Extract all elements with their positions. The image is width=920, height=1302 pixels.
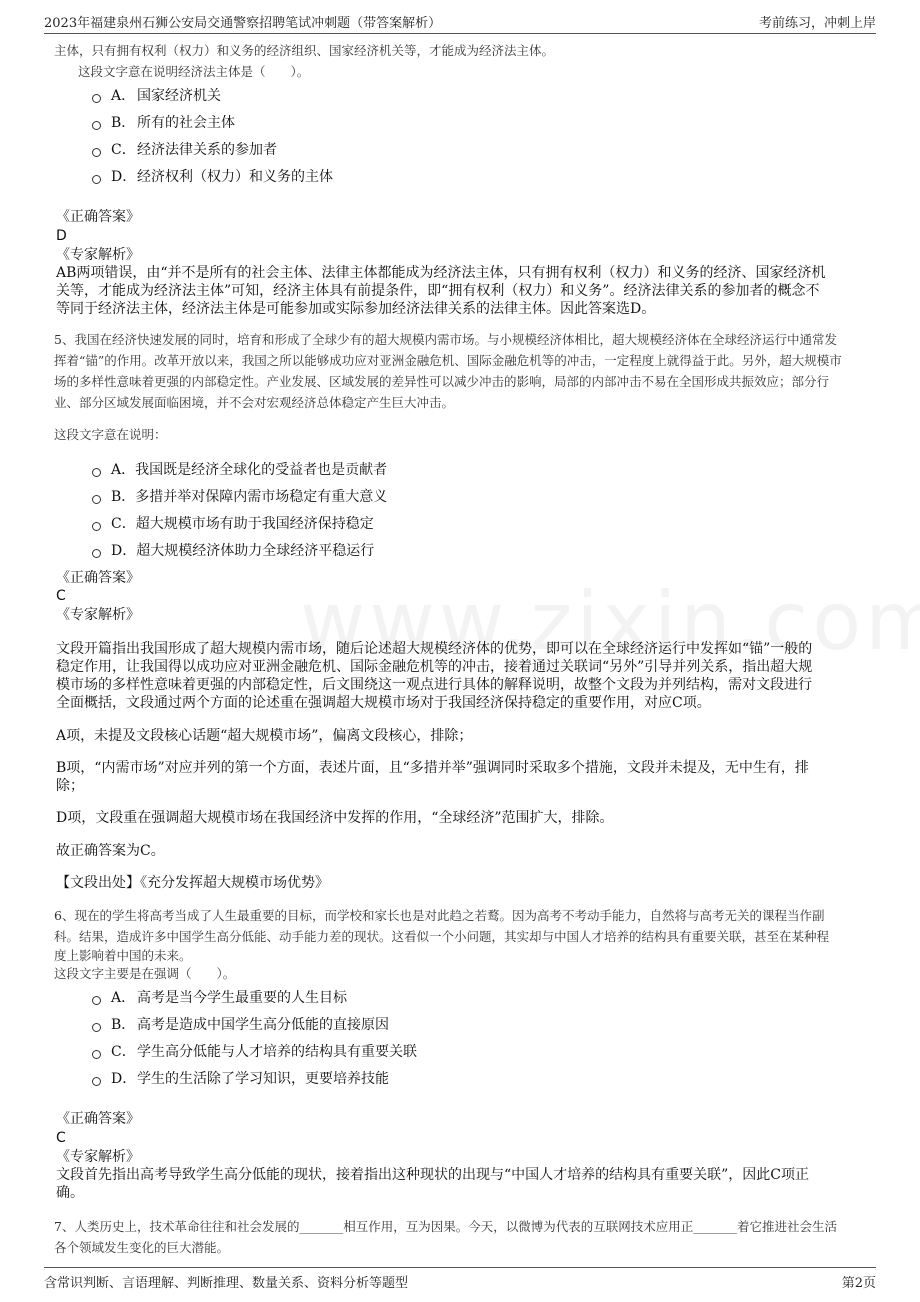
q5-option-b[interactable]: B． 多措并举对保障内需市场稳定有重大意义 [92,486,387,506]
q4-analysis-label: 《专家解析》 [56,247,140,263]
q5-passage-line: 挥着“锚”的作用。改革开放以来，我国之所以能够成功应对亚洲金融危机、国际金融危机等的冲击，一定程度上就得益于此。另外，超大规模市 [54,353,842,368]
q4-analysis-line: 关等，才能成为经济法主体”可知，经济主体具有前提条件，即“拥有权利（权力）和义务”。经济法律关系的参加者的概念不 [56,283,820,299]
page-footer-note: 含常识判断、言语理解、判断推理、数量关系、资料分析等题型 [44,1276,409,1291]
page-header-slogan: 考前练习，冲刺上岸 [758,16,876,31]
q6-passage-line: 科。结果，造成许多中国学生高分低能、动手能力差的现状。这看似一个小问题，其实却与中国人才培养的结构具有重要关联，甚至在某种程 [54,929,830,944]
q5-option-c[interactable]: C． 超大规模市场有助于我国经济保持稳定 [92,513,374,533]
radio-icon[interactable] [92,549,101,558]
footer-divider [44,1267,876,1268]
q5-answer-label: 《正确答案》 [56,570,140,586]
q5-analysis-label: 《专家解析》 [56,607,140,623]
radio-icon[interactable] [92,148,101,157]
q6-passage-line: 6、现在的学生将高考当成了人生最重要的目标，而学校和家长也是对此趋之若鹜。因为高考不考动手能力，自然将与高考无关的课程当作副 [54,908,825,923]
q4-option-b[interactable]: B． 所有的社会主体 [92,112,235,132]
q5-analysis-option-d: D项，文段重在强调超大规模市场在我国经济中发挥的作用，“全球经济”范围扩大，排除。 [56,810,614,826]
q4-option-c[interactable]: C． 经济法律关系的参加者 [92,139,277,159]
radio-icon[interactable] [92,1077,101,1086]
q6-analysis-line: 确。 [56,1185,84,1201]
q4-answer: D [56,228,67,244]
q5-analysis-option-b: 除； [56,778,84,794]
radio-icon[interactable] [92,94,101,103]
radio-icon[interactable] [92,1050,101,1059]
q6-analysis-line: 文段首先指出高考导致学生高分低能的现状，接着指出这种现状的出现与“中国人才培养的结构具有重要关联”，因此C项正 [56,1167,810,1183]
q5-analysis-line: 全面概括，文段通过两个方面的论述重在强调超大规模市场对于我国经济保持稳定的重要作用，对应C项。 [56,695,711,711]
q5-option-d[interactable]: D． 超大规模经济体助力全球经济平稳运行 [92,540,374,560]
radio-icon[interactable] [92,522,101,531]
q6-option-d[interactable]: D． 学生的生活除了学习知识，更要培养技能 [92,1068,389,1088]
page-number: 第2页 [841,1276,876,1291]
q5-analysis-line: 稳定作用，让我国得以成功应对亚洲金融危机、国际金融危机等的冲击，接着通过关联词“另外”引导并列关系，指出超大规 [56,659,813,675]
q5-passage-line: 场的多样性意味着更强的内部稳定性。产业发展、区域发展的差异性可以减少冲击的影响，局部的内部冲击不易在全国形成共振效应；部分行 [54,374,830,389]
q6-answer: C [56,1130,66,1146]
q7-passage-line: 各个领域发生变化的巨大潜能。 [54,1240,230,1255]
q4-option-a[interactable]: A． 国家经济机关 [92,85,221,105]
q6-analysis-label: 《专家解析》 [56,1149,140,1165]
radio-icon[interactable] [92,1023,101,1032]
q4-analysis-line: AB两项错误，由“并不是所有的社会主体、法律主体都能成为经济法主体，只有拥有权利（权力）和义务的经济、国家经济机 [56,265,826,281]
q5-passage-line: 业、部分区域发展面临困境，并不会对宏观经济总体稳定产生巨大冲击。 [54,395,455,410]
q5-option-a[interactable]: A． 我国既是经济全球化的受益者也是贡献者 [92,459,387,479]
q4-passage-continuation: 主体，只有拥有权利（权力）和义务的经济组织、国家经济机关等，才能成为经济法主体。 [54,43,555,58]
q5-analysis-option-a: A项，未提及文段核心话题“超大规模市场”，偏离文段核心，排除； [56,728,473,744]
q4-stem: 这段文字意在说明经济法主体是（ ）。 [78,64,310,79]
q6-passage-line: 度上影响着中国的未来。 [54,948,192,963]
radio-icon[interactable] [92,121,101,130]
q5-source: 【文段出处】《充分发挥超大规模市场优势》 [56,875,329,891]
q5-conclusion: 故正确答案为C。 [56,843,165,859]
q7-passage-line: 7、人类历史上，技术革命往往和社会发展的_______相互作用，互为因果。今天，以微博为代表的互联网技术应用正_______着它推进社会生活 [54,1219,837,1234]
q5-answer: C [56,588,66,604]
q6-option-b[interactable]: B． 高考是造成中国学生高分低能的直接原因 [92,1014,389,1034]
radio-icon[interactable] [92,996,101,1005]
q5-stem: 这段文字意在说明： [54,427,167,442]
q6-stem: 这段文字主要是在强调（ ）。 [54,966,236,981]
q4-option-d[interactable]: D． 经济权利（权力）和义务的主体 [92,166,333,186]
q5-analysis-option-b: B项，“内需市场”对应并列的第一个方面，表述片面，且“多措并举”强调同时采取多个措施，文段并未提及，无中生有，排 [56,760,809,776]
radio-icon[interactable] [92,495,101,504]
q6-option-a[interactable]: A． 高考是当今学生最重要的人生目标 [92,987,347,1007]
page-header-title: 2023年福建泉州石狮公安局交通警察招聘笔试冲刺题（带答案解析） [44,16,442,31]
q4-analysis-line: 等同于经济法主体，经济法主体是可能参加或实际参加经济法律关系的法律主体。因此答案选D。 [56,301,656,317]
q5-analysis-line: 文段开篇指出我国形成了超大规模内需市场，随后论述超大规模经济体的优势，即可以在全球经济运行中发挥如“锚”一般的 [56,641,813,657]
header-divider [44,33,876,34]
q6-option-c[interactable]: C． 学生高分低能与人才培养的结构具有重要关联 [92,1041,417,1061]
q5-analysis-line: 模市场的多样性意味着更强的内部稳定性，后文围绕这一观点进行具体的解释说明，故整个文段为并列结构，需对文段进行 [56,677,812,693]
q5-passage-line: 5、我国在经济快速发展的同时，培育和形成了全球少有的超大规模内需市场。与小规模经济体相比，超大规模经济体在全球经济运行中通常发 [54,332,837,347]
q6-answer-label: 《正确答案》 [56,1111,140,1127]
radio-icon[interactable] [92,175,101,184]
radio-icon[interactable] [92,468,101,477]
q4-answer-label: 《正确答案》 [56,209,140,225]
